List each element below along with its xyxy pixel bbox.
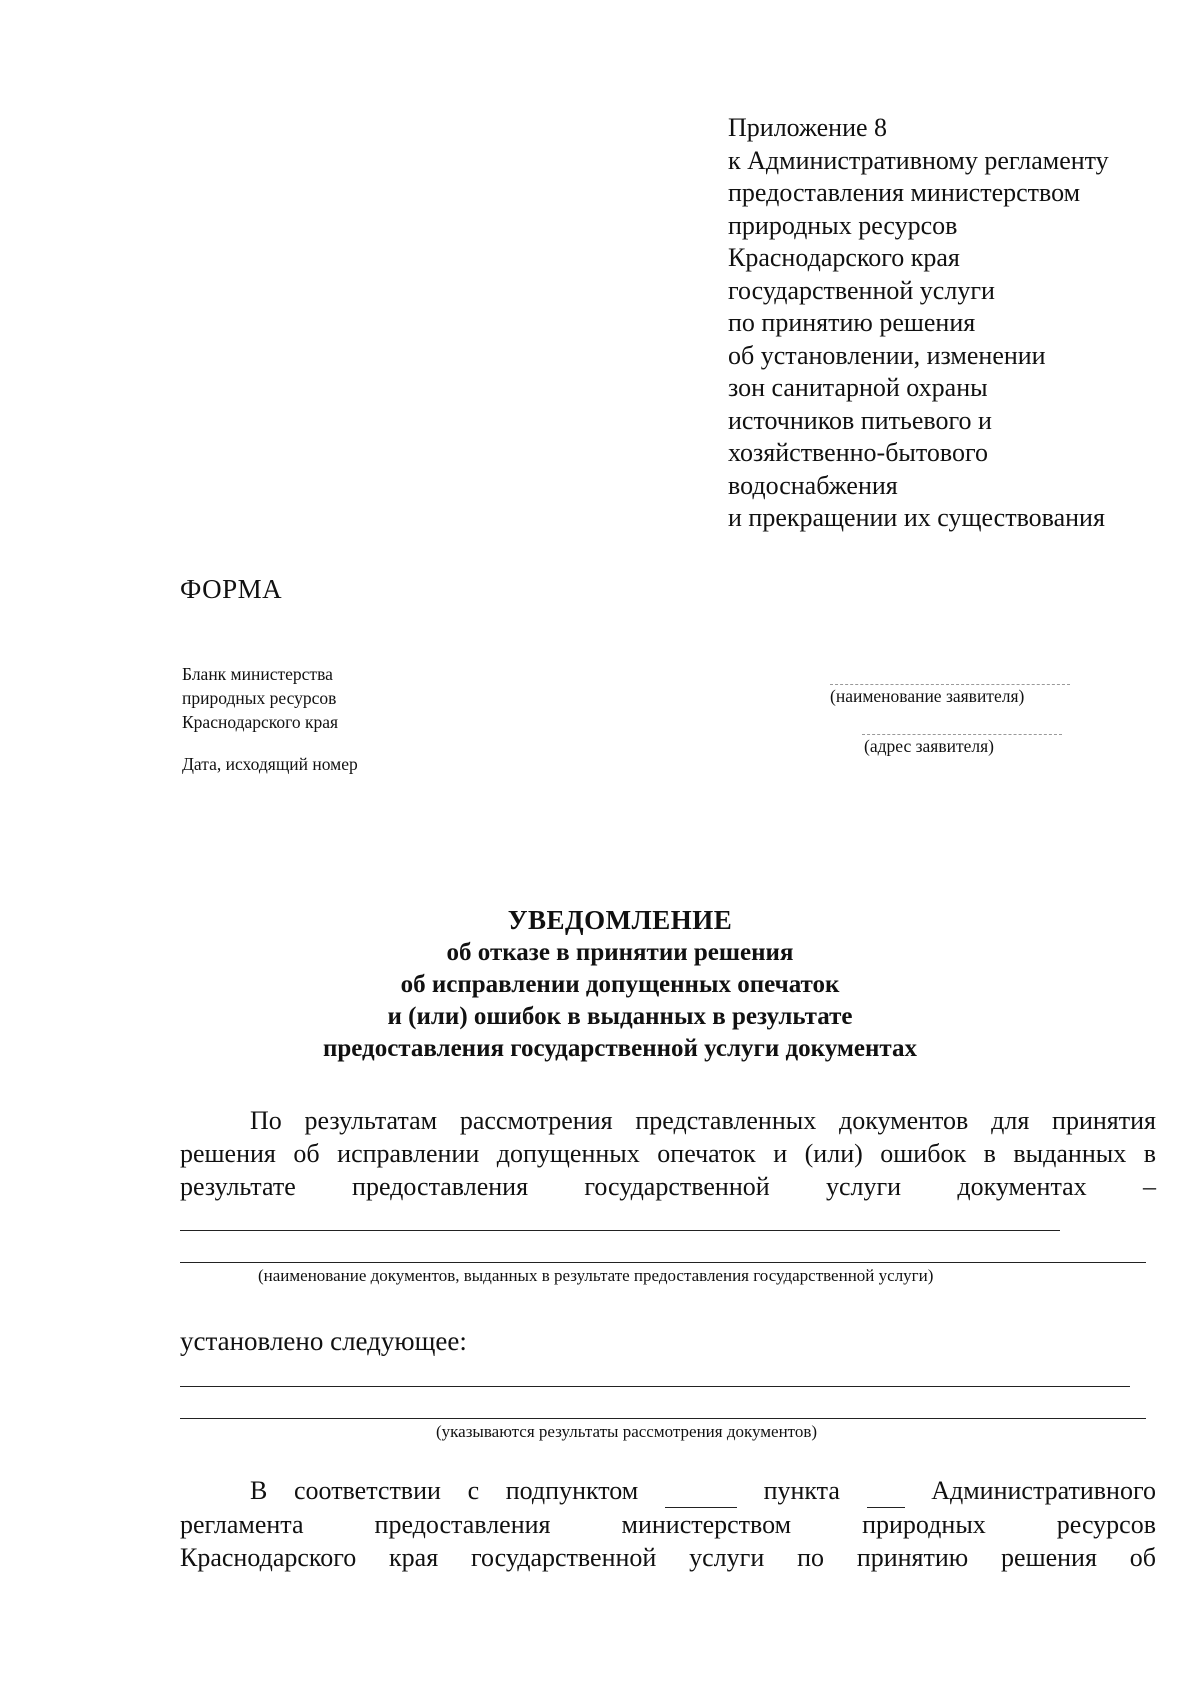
paragraph-row: регламента предоставления министерством природных ресурсов [180,1510,1156,1539]
results-caption: (указываются результаты рассмотрения документов) [436,1422,818,1441]
clause-blank[interactable] [867,1474,905,1508]
subclause-blank[interactable] [665,1474,737,1508]
applicant-address-caption: (адрес заявителя) [864,736,994,756]
appendix-line: Краснодарского края [728,243,960,272]
paragraph-row: По результатам рассмотрения представленных документов для принятия [250,1106,1156,1135]
appendix-line: государственной услуги [728,275,995,305]
results-fill-line[interactable] [180,1386,1130,1387]
ministry-blank-line: Бланк министерства [182,664,333,684]
applicant-name-line[interactable] [830,684,1070,685]
appendix-line: водоснабжения [728,470,898,500]
applicant-address-line[interactable] [862,734,1062,735]
paragraph-review-results [180,1104,1156,1203]
ministry-blank-line: природных ресурсов [182,688,337,708]
form-label: ФОРМА [180,574,283,604]
date-and-number: Дата, исходящий номер [182,754,358,774]
notice-title-line: и (или) ошибок в выданных в результате [387,1003,853,1030]
paragraph-text: В соответствии с подпунктом [250,1476,639,1505]
applicant-name-caption: (наименование заявителя) [830,686,1025,706]
appendix-line: Приложение 8 [728,113,888,142]
appendix-line: зон санитарной охраны [728,373,988,402]
appendix-line: по принятию решения [728,308,976,337]
ministry-blank-line: Краснодарского края [182,712,339,732]
paragraph-row: Краснодарского края государственной услуги по принятию решения об [180,1543,1156,1572]
notice-title [180,903,1060,1065]
notice-title-line: предоставления государственной услуги документах [322,1035,918,1062]
established-label: установлено следующее: [180,1326,467,1356]
results-fill-line[interactable] [180,1418,1146,1419]
appendix-line: предоставления министерством [728,178,1081,207]
paragraph-row: решения об исправлении допущенных опечаток и (или) ошибок в выданных в [180,1139,1156,1168]
appendix-line: источников питьевого и [728,405,992,435]
notice-title-line: об отказе в принятии решения [446,939,794,966]
notice-title-main: УВЕДОМЛЕНИЕ [507,905,733,935]
appendix-line: хозяйственно-бытового [728,438,989,467]
paragraph-text: пункта [763,1476,840,1505]
paragraph-accordance [180,1474,1156,1574]
notice-title-line: об исправлении допущенных опечаток [400,971,840,998]
paragraph-row: результате предоставления государственной услуги документах – [180,1172,1156,1201]
appendix-line: и прекращении их существования [728,503,1105,532]
documents-fill-line[interactable] [180,1262,1146,1263]
documents-fill-line[interactable] [180,1230,1060,1231]
documents-caption: (наименование документов, выданных в результате предоставления государственной услуги) [258,1266,934,1285]
appendix-line: природных ресурсов [728,210,958,240]
ministry-blank [182,662,338,734]
paragraph-text: Административного [931,1476,1156,1505]
appendix-line: к Административному регламенту [728,145,1109,175]
paragraph-row [180,1474,1156,1508]
appendix-line: об установлении, изменении [728,340,1046,370]
appendix-header [728,112,1188,535]
